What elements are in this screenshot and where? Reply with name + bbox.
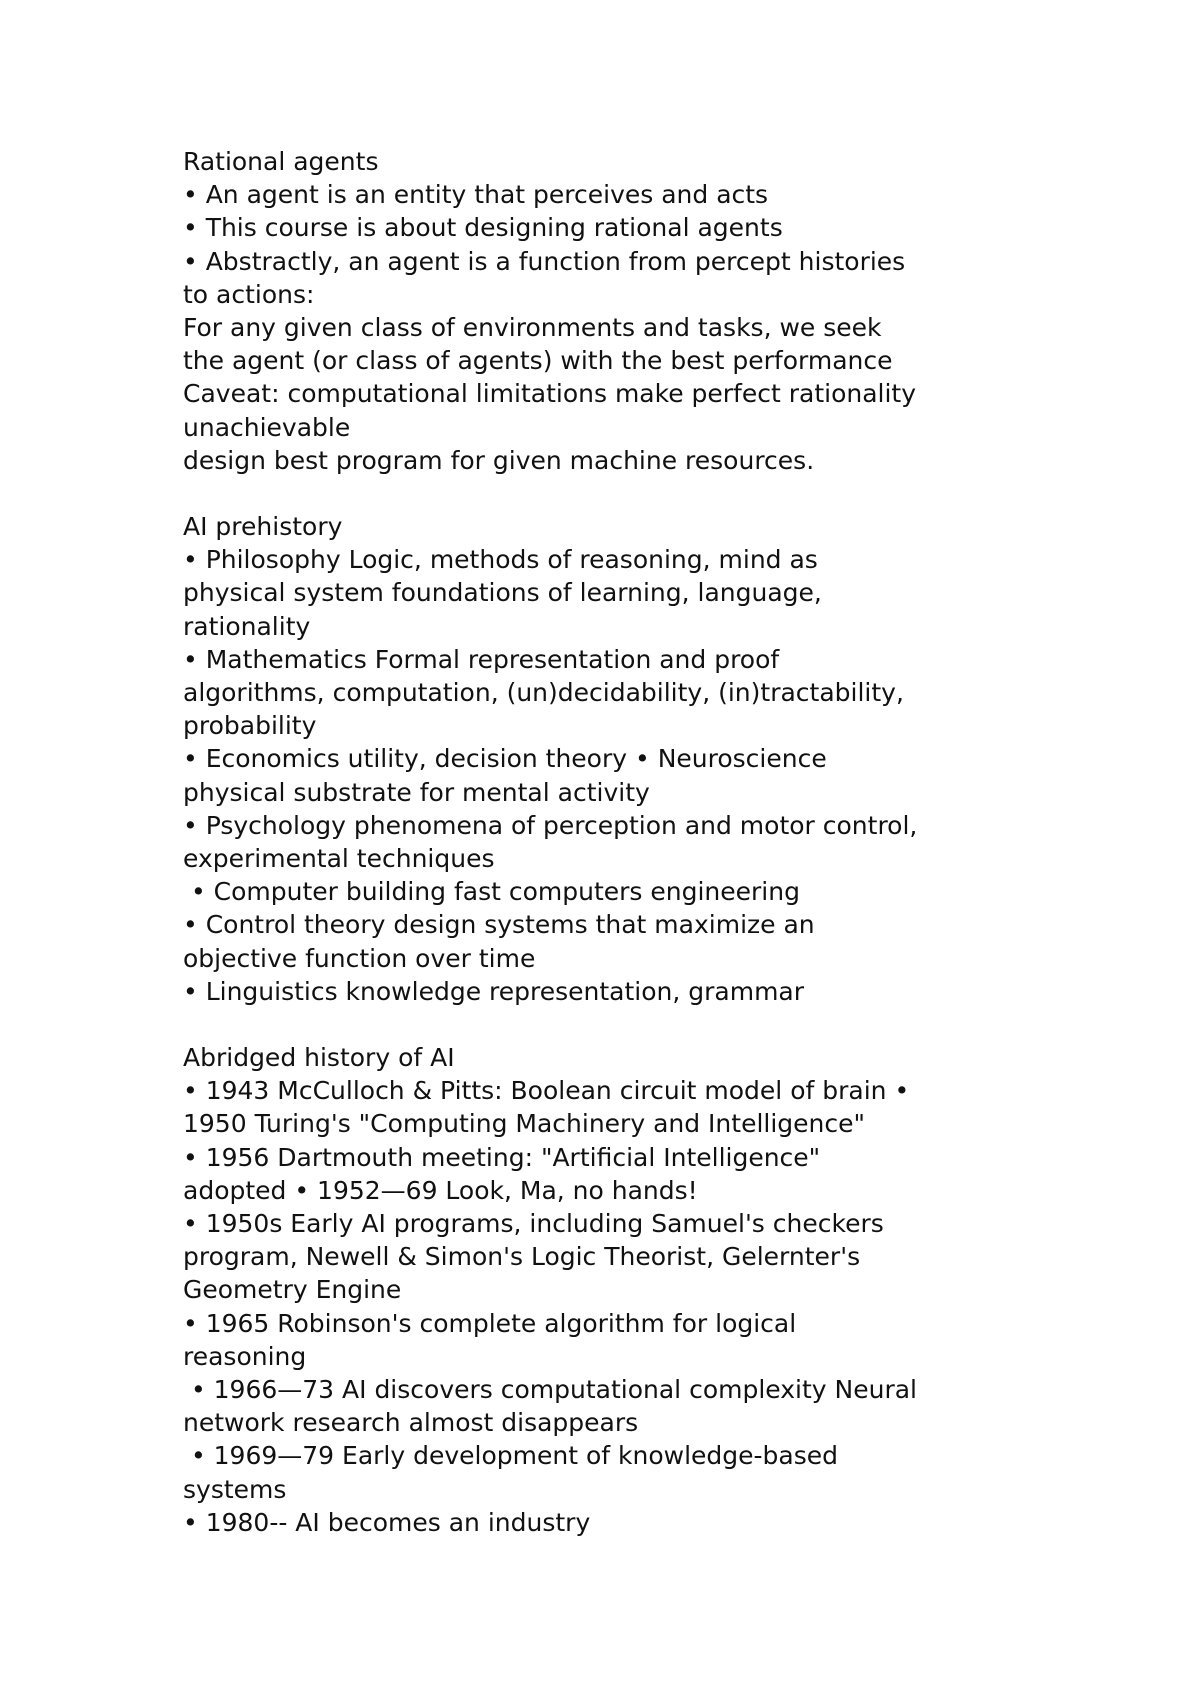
text-line: unachievable <box>183 412 351 442</box>
section-rational-agents <box>183 145 1083 477</box>
text-line: systems <box>183 1474 287 1504</box>
text-line: adopted • 1952—69 Look, Ma, no hands! <box>183 1175 698 1205</box>
text-line: Geometry Engine <box>183 1275 402 1305</box>
text-line: physical system foundations of learning, language, <box>183 578 822 608</box>
section-heading: AI prehistory <box>183 512 343 542</box>
text-line: • Computer building fast computers engineering <box>183 877 800 907</box>
text-line: rationality <box>183 611 311 641</box>
text-line: • Linguistics knowledge representation, grammar <box>183 976 805 1006</box>
document-body <box>183 145 1083 1539</box>
text-line: the agent (or class of agents) with the best performance <box>183 346 893 376</box>
text-line: • 1980-- AI becomes an industry <box>183 1507 591 1537</box>
section-abridged-history <box>183 1041 1083 1539</box>
text-line: • 1956 Dartmouth meeting: "Artificial Intelligence" <box>183 1142 821 1172</box>
text-line: • 1965 Robinson's complete algorithm for logical <box>183 1308 797 1338</box>
text-line: • An agent is an entity that perceives and acts <box>183 180 769 210</box>
section-heading: Rational agents <box>183 147 379 176</box>
text-line: design best program for given machine resources. <box>183 445 815 475</box>
text-line: objective function over time <box>183 943 536 973</box>
text-line: reasoning <box>183 1341 307 1371</box>
text-line: • 1950s Early AI programs, including Samuel's checkers <box>183 1209 884 1238</box>
text-line: • Mathematics Formal representation and proof <box>183 644 780 674</box>
text-line: • 1943 McCulloch & Pitts: Boolean circuit model of brain • <box>183 1076 910 1106</box>
section-heading: Abridged history of AI <box>183 1043 455 1073</box>
text-line: network research almost disappears <box>183 1408 639 1438</box>
section-ai-prehistory <box>183 510 1083 1008</box>
text-line: probability <box>183 711 317 741</box>
text-line: to actions: <box>183 279 315 309</box>
text-line: • 1966—73 AI discovers computational complexity Neural <box>183 1374 917 1404</box>
text-line: • Philosophy Logic, methods of reasoning, mind as <box>183 545 818 575</box>
text-line: • Abstractly, an agent is a function from percept histories <box>183 246 906 276</box>
text-line: For any given class of environments and tasks, we seek <box>183 312 882 342</box>
text-line: program, Newell & Simon's Logic Theorist, Gelernter's <box>183 1242 861 1272</box>
text-line: physical substrate for mental activity <box>183 777 650 807</box>
paragraph-gap <box>183 1008 1083 1041</box>
text-line: Caveat: computational limitations make perfect rationality <box>183 379 917 409</box>
text-line: • Psychology phenomena of perception and motor control, <box>183 810 918 840</box>
text-line: • Control theory design systems that maximize an <box>183 910 815 940</box>
paragraph-gap <box>183 477 1083 510</box>
text-line: • 1969—79 Early development of knowledge-based <box>183 1441 839 1471</box>
text-line: • This course is about designing rational agents <box>183 213 783 243</box>
text-line: experimental techniques <box>183 843 495 873</box>
text-line: algorithms, computation, (un)decidability, (in)tractability, <box>183 678 904 707</box>
text-line: 1950 Turing's "Computing Machinery and Intelligence" <box>183 1109 866 1139</box>
text-line: • Economics utility, decision theory • Neuroscience <box>183 744 827 774</box>
